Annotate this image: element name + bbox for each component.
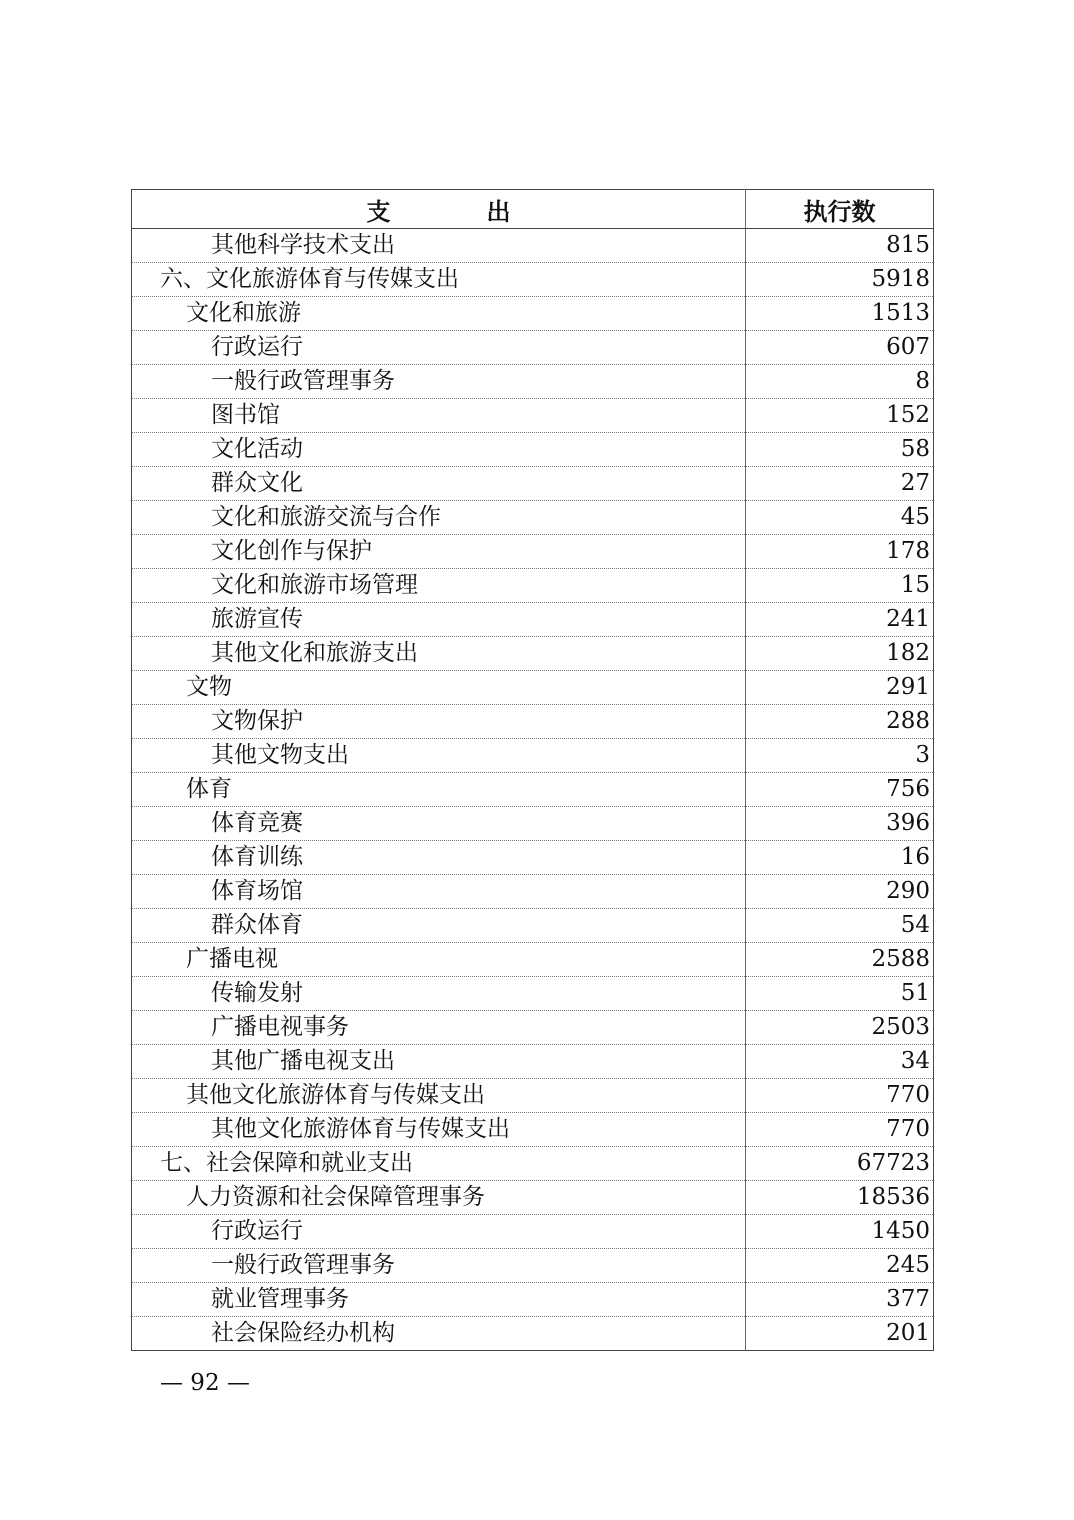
row-item-name: 人力资源和社会保障管理事务 [132,1181,746,1215]
row-item-value: 396 [746,807,934,841]
row-item-value: 291 [746,671,934,705]
row-item-name: 文化和旅游 [132,297,746,331]
row-item-name: 就业管理事务 [132,1283,746,1317]
column-header-executed-amount: 执行数 [746,190,934,229]
row-item-value: 377 [746,1283,934,1317]
row-item-value: 1513 [746,297,934,331]
table-body [132,229,934,1351]
table-header-row [132,190,934,229]
row-item-name: 旅游宣传 [132,603,746,637]
row-item-name: 群众文化 [132,467,746,501]
row-item-value: 182 [746,637,934,671]
table-row [132,603,934,637]
table-row [132,433,934,467]
row-item-value: 178 [746,535,934,569]
row-item-value: 3 [746,739,934,773]
row-item-name: 其他科学技术支出 [132,229,746,263]
page-number: — 92 — [160,1370,250,1396]
row-item-value: 770 [746,1113,934,1147]
table-row [132,739,934,773]
table-row [132,875,934,909]
table-row [132,909,934,943]
row-item-name: 其他文化旅游体育与传媒支出 [132,1079,746,1113]
table-row [132,1079,934,1113]
row-item-value: 241 [746,603,934,637]
table-row [132,1045,934,1079]
row-item-name: 行政运行 [132,331,746,365]
table-row [132,841,934,875]
row-item-name: 社会保险经办机构 [132,1317,746,1351]
row-item-value: 2588 [746,943,934,977]
row-item-value: 16 [746,841,934,875]
row-item-value: 51 [746,977,934,1011]
table-row [132,807,934,841]
table-row [132,569,934,603]
table-row [132,365,934,399]
row-item-name: 七、社会保障和就业支出 [132,1147,746,1181]
row-item-name: 其他广播电视支出 [132,1045,746,1079]
row-item-name: 其他文物支出 [132,739,746,773]
row-item-value: 815 [746,229,934,263]
table-row [132,263,934,297]
row-item-value: 288 [746,705,934,739]
table-row [132,467,934,501]
row-item-name: 其他文化和旅游支出 [132,637,746,671]
row-item-value: 607 [746,331,934,365]
row-item-name: 传输发射 [132,977,746,1011]
table-row [132,943,934,977]
table-row [132,773,934,807]
row-item-value: 34 [746,1045,934,1079]
row-item-name: 体育场馆 [132,875,746,909]
row-item-value: 45 [746,501,934,535]
table-row [132,1283,934,1317]
table-row [132,637,934,671]
row-item-value: 5918 [746,263,934,297]
row-item-value: 8 [746,365,934,399]
row-item-name: 六、文化旅游体育与传媒支出 [132,263,746,297]
table-row [132,705,934,739]
table-row [132,977,934,1011]
row-item-name: 行政运行 [132,1215,746,1249]
row-item-name: 广播电视 [132,943,746,977]
table-row [132,1113,934,1147]
column-header-expenditure: 支 出 [132,190,746,229]
row-item-value: 770 [746,1079,934,1113]
row-item-name: 图书馆 [132,399,746,433]
table-row [132,399,934,433]
row-item-value: 152 [746,399,934,433]
table-row [132,1215,934,1249]
table-row [132,1317,934,1351]
row-item-name: 一般行政管理事务 [132,365,746,399]
row-item-value: 18536 [746,1181,934,1215]
row-item-name: 文化创作与保护 [132,535,746,569]
row-item-value: 1450 [746,1215,934,1249]
row-item-value: 27 [746,467,934,501]
row-item-name: 其他文化旅游体育与传媒支出 [132,1113,746,1147]
row-item-name: 文化活动 [132,433,746,467]
table-row [132,1181,934,1215]
row-item-name: 文物保护 [132,705,746,739]
row-item-name: 广播电视事务 [132,1011,746,1045]
row-item-name: 群众体育 [132,909,746,943]
table-row [132,297,934,331]
table-row [132,1147,934,1181]
table-row [132,671,934,705]
row-item-value: 58 [746,433,934,467]
row-item-name: 一般行政管理事务 [132,1249,746,1283]
row-item-name: 体育训练 [132,841,746,875]
row-item-value: 2503 [746,1011,934,1045]
row-item-value: 67723 [746,1147,934,1181]
row-item-name: 文化和旅游市场管理 [132,569,746,603]
row-item-name: 体育竞赛 [132,807,746,841]
row-item-value: 54 [746,909,934,943]
row-item-value: 245 [746,1249,934,1283]
row-item-name: 体育 [132,773,746,807]
row-item-value: 201 [886,1320,930,1346]
table-row [132,1249,934,1283]
row-item-name: 文化和旅游交流与合作 [132,501,746,535]
row-item-value: 756 [746,773,934,807]
budget-table [131,189,934,1351]
table-row [132,535,934,569]
row-item-value: 290 [746,875,934,909]
table-row [132,1011,934,1045]
table-row [132,331,934,365]
table-row [132,501,934,535]
table-row [132,229,934,263]
row-item-name: 文物 [132,671,746,705]
row-item-value: 15 [746,569,934,603]
